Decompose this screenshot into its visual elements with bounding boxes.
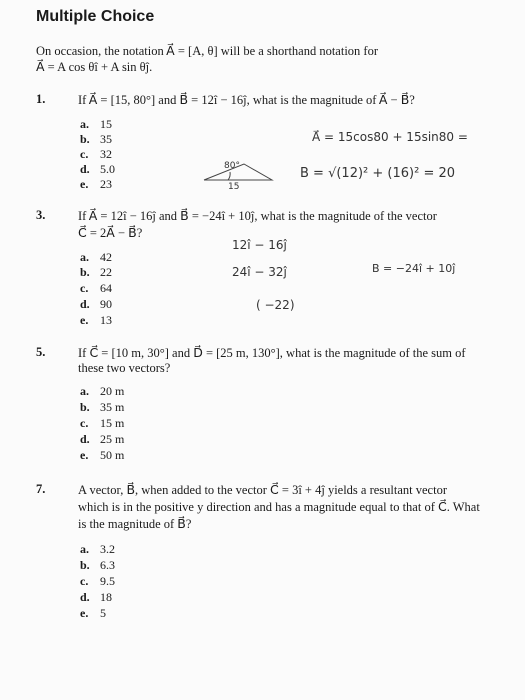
choice-e [80, 313, 112, 328]
question-text: If A⃗ = 12î − 16ĵ and B⃗ = −24î + 10ĵ, what is the magnitude of the vector [78, 209, 437, 223]
choice-value: 50 m [100, 448, 125, 462]
choice-value: 15 m [100, 416, 125, 430]
handwritten-note: B = −24î + 10ĵ [372, 262, 456, 275]
choice-value: 13 [100, 313, 112, 327]
choice-letter: b. [80, 132, 90, 146]
choice-d [80, 590, 112, 605]
handwritten-side: 15 [228, 182, 240, 192]
handwritten-note: 24î − 32ĵ [232, 265, 287, 279]
choice-value: 64 [100, 281, 112, 295]
choice-letter: d. [80, 297, 90, 311]
choice-a [80, 250, 112, 265]
choice-letter: d. [80, 590, 90, 604]
choice-letter: c. [80, 147, 89, 161]
choice-b [80, 265, 112, 280]
intro-line-1: On occasion, the notation A⃗ = [A, θ] will be a shorthand notation for [36, 44, 379, 58]
choice-letter: b. [80, 558, 90, 572]
choice-letter: c. [80, 416, 89, 430]
choice-letter: b. [80, 400, 90, 414]
question-text: If A⃗ = [15, 80°] and B⃗ = 12î − 16ĵ, what is the magnitude of A⃗ − B⃗? [78, 93, 415, 107]
choice-value: 90 [100, 297, 112, 311]
choice-b [80, 558, 115, 573]
question-text: If C⃗ = [10 m, 30°] and D⃗ = [25 m, 130°], what is the magnitude of the sum of [78, 346, 466, 360]
choice-c [80, 416, 124, 431]
choice-value: 9.5 [100, 574, 115, 588]
choice-letter: b. [80, 265, 90, 279]
choice-d [80, 297, 112, 312]
choice-letter: a. [80, 542, 89, 556]
choice-b [80, 400, 124, 415]
handwritten-note: 12î − 16ĵ [232, 238, 287, 252]
handwritten-note: A⃗ = 15cos80 + 15sin80 = [312, 130, 468, 144]
choice-letter: a. [80, 384, 89, 398]
question-text: A vector, B⃗, when added to the vector C⃗ = 3î + 4ĵ yields a resultant vector [78, 483, 447, 497]
choice-value: 35 [100, 132, 112, 146]
choice-letter: d. [80, 432, 90, 446]
question-text: is the magnitude of B⃗? [78, 517, 192, 531]
choice-value: 42 [100, 250, 112, 264]
choice-value: 15 [100, 117, 112, 131]
choice-letter: e. [80, 448, 89, 462]
choice-value: 6.3 [100, 558, 115, 572]
choice-letter: a. [80, 250, 89, 264]
handwritten-note: B = √(12)² + (16)² = 20 [300, 166, 456, 181]
question-text: these two vectors? [78, 361, 171, 375]
choice-e [80, 606, 106, 621]
vector-sketch-icon [200, 160, 280, 195]
choice-value: 23 [100, 177, 112, 191]
choice-value: 32 [100, 147, 112, 161]
choice-e [80, 448, 124, 463]
question-number: 7. [36, 482, 46, 496]
question-number: 3. [36, 208, 46, 222]
question-text: which is in the positive y direction and has a magnitude equal to that of C⃗. What [78, 500, 480, 514]
choice-value: 20 m [100, 384, 125, 398]
choice-a [80, 117, 112, 132]
choice-d [80, 432, 124, 447]
choice-value: 35 m [100, 400, 125, 414]
choice-letter: d. [80, 162, 90, 176]
choice-letter: c. [80, 281, 89, 295]
choice-value: 18 [100, 590, 112, 604]
choice-d [80, 162, 115, 177]
choice-a [80, 384, 124, 399]
choice-c [80, 281, 112, 296]
intro-line-2: A⃗ = A cos θî + A sin θĵ. [36, 60, 153, 74]
choice-value: 25 m [100, 432, 125, 446]
choice-letter: c. [80, 574, 89, 588]
choice-letter: e. [80, 177, 89, 191]
choice-value: 5 [100, 606, 106, 620]
question-number: 1. [36, 92, 46, 106]
handwritten-angle: 80° [224, 161, 240, 171]
choice-c [80, 147, 112, 162]
choice-e [80, 177, 112, 192]
choice-c [80, 574, 115, 589]
handwritten-note: ( −22) [256, 298, 295, 312]
question-text: C⃗ = 2A⃗ − B⃗? [78, 226, 143, 240]
question-number: 5. [36, 345, 46, 359]
choice-letter: e. [80, 313, 89, 327]
choice-letter: a. [80, 117, 89, 131]
choice-value: 22 [100, 265, 112, 279]
choice-value: 3.2 [100, 542, 115, 556]
page-title: Multiple Choice [36, 8, 155, 25]
choice-letter: e. [80, 606, 89, 620]
choice-b [80, 132, 112, 147]
choice-value: 5.0 [100, 162, 115, 176]
choice-a [80, 542, 115, 557]
